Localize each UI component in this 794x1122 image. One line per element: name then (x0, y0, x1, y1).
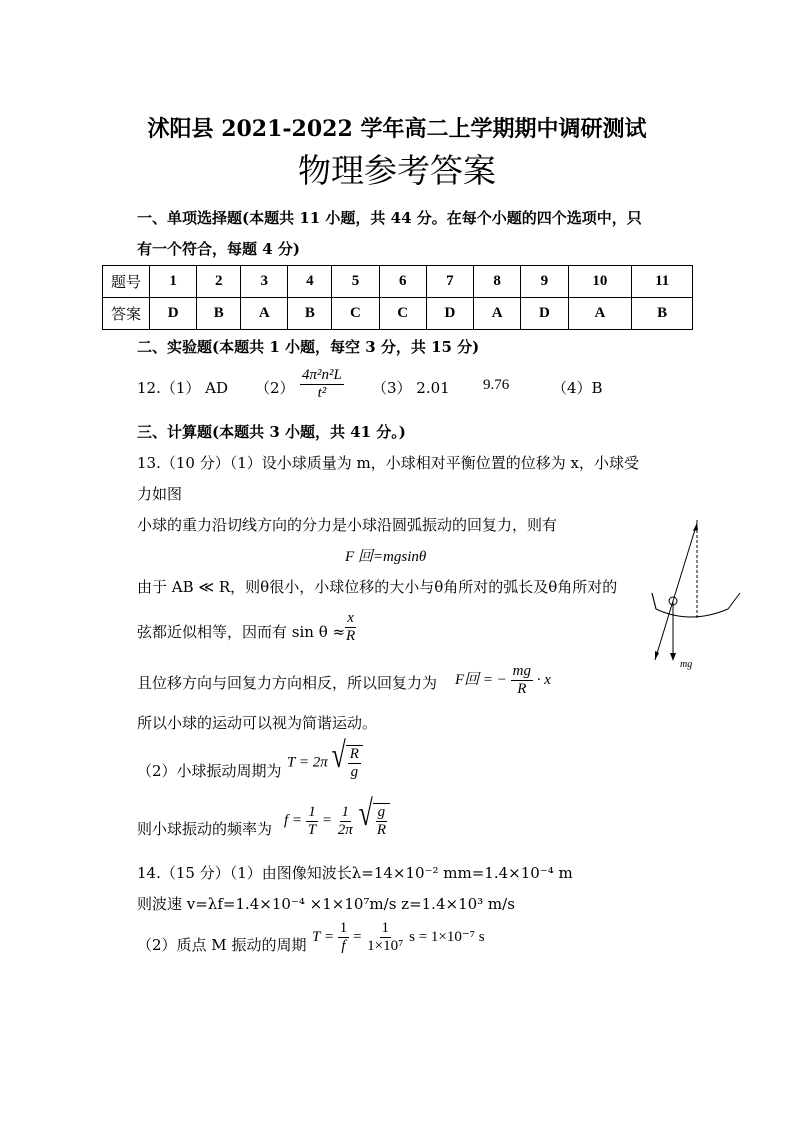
q13-line7: 所以小球的运动可以视为简谐运动。 (137, 714, 378, 732)
q13-sin-approx-fraction (344, 610, 357, 646)
q13-frac-2pi: 2π (337, 821, 353, 838)
question-number: 10 (568, 266, 632, 298)
answer-cell: A (568, 298, 632, 330)
q12-part3: （3） 2.01 (372, 379, 450, 397)
q13-sqrt-R-den: R (376, 822, 386, 839)
q14-frac-one: 1 (338, 920, 350, 938)
row-label-question: 题号 (103, 266, 150, 298)
track-left-edge (652, 593, 656, 609)
question-number: 2 (197, 266, 241, 298)
q13-sqrt-g-num: g (376, 804, 388, 822)
question-number: 9 (521, 266, 568, 298)
arrowhead-icon (655, 651, 659, 660)
force-diagram (640, 515, 750, 675)
answer-cell: B (632, 298, 693, 330)
circular-track (652, 593, 740, 617)
q13-T-expression: T = 2π (287, 754, 328, 771)
q13-formula-restoring-force: F 回=mgsinθ (345, 549, 427, 565)
q12-formula (300, 367, 344, 403)
answer-table (102, 265, 693, 330)
sqrt-icon: √ (331, 734, 346, 776)
document-title: 沭阳县 2021-2022 学年高二上学期期中调研测试 (147, 116, 647, 142)
answer-cell: C (332, 298, 379, 330)
question-number: 7 (426, 266, 473, 298)
q13-R-denominator: R (517, 681, 527, 698)
document-subtitle: 物理参考答案 (298, 151, 496, 190)
answer-table-question-row (103, 266, 693, 298)
question-number: 4 (288, 266, 332, 298)
q13-mg-numerator: mg (511, 663, 533, 681)
support-force-arrow (673, 523, 697, 601)
q13-line3: 小球的重力沿切线方向的分力是小球沿圆弧振动的回复力，则有 (137, 516, 558, 534)
q13-sqrt-R: R (348, 746, 361, 764)
question-number: 1 (150, 266, 197, 298)
answer-cell: B (288, 298, 332, 330)
q13-line1: 13.（10 分）（1）设小球质量为 m，小球相对平衡位置的位移为 x，小球受 (137, 454, 639, 472)
q12-part1: 12.（1） AD (137, 379, 229, 397)
q14-T-label: T = (312, 929, 334, 946)
q13-frac-denominator: R (346, 628, 356, 645)
question-number: 8 (474, 266, 521, 298)
q13-line6: 且位移方向与回复力方向相反，所以回复力为 (137, 674, 438, 692)
q13-line4: 由于 AB ≪ R，则θ很小，小球位移的大小与θ角所对的弧长及θ角所对的 (137, 578, 618, 596)
q13-frac-T: T (307, 821, 317, 838)
answer-cell: D (426, 298, 473, 330)
q12-formula-numerator: 4π²n²L (300, 367, 344, 385)
section1-heading-line2: 有一个符合，每题 4 分) (137, 240, 300, 258)
q13-line2: 力如图 (137, 485, 183, 503)
q13-frequency-text: 则小球振动的频率为 (137, 820, 273, 838)
q13-frac-one: 1 (306, 804, 318, 822)
q12-value2: 9.76 (483, 377, 510, 393)
answer-cell: A (474, 298, 521, 330)
q13-frequency-formula: f = $\frac{1}{T}$ = $\frac{1}{2\pi}$ √ $\frac{g}{R}$ (284, 803, 390, 840)
row-label-answer: 答案 (103, 298, 150, 330)
answer-table-answer-row (103, 298, 693, 330)
mg-label: mg (680, 659, 693, 670)
section1-heading-line1: 一、单项选择题(本题共 11 小题，共 44 分。在每个小题的四个选项中，只 (137, 209, 642, 227)
q12-part4: （4）B (552, 379, 603, 397)
question-number: 6 (379, 266, 426, 298)
q13-F-label: F回 = − (455, 672, 507, 689)
q14-frac-f: f (341, 938, 346, 955)
q13-restoring-force-expression (455, 663, 551, 699)
q14-line1: 14.（15 分）（1）由图像知波长λ=14×10⁻² mm=1.4×10⁻⁴ m (137, 864, 573, 882)
answer-cell: C (379, 298, 426, 330)
q12-formula-denominator: t² (317, 385, 327, 402)
answer-cell: D (521, 298, 568, 330)
q14-line2: 则波速 v=λf=1.4×10⁻⁴ ×1×10⁷m/s z=1.4×10³ m/s (137, 895, 515, 913)
answer-cell: D (150, 298, 197, 330)
section3-heading: 三、计算题(本题共 3 小题，共 41 分。) (137, 423, 406, 441)
section2-heading: 二、实验题(本题共 1 小题，每空 3 分，共 15 分) (137, 338, 480, 356)
arrowhead-icon (670, 653, 676, 661)
arrowhead-icon (693, 523, 698, 531)
question-number: 11 (632, 266, 693, 298)
q13-frac-one-b: 1 (340, 804, 352, 822)
q13-line5: 弦都近似相等，因而有 sin θ ≈ (137, 623, 346, 641)
q13-times-x: · x (536, 672, 551, 689)
q13-part2-label: （2）小球振动周期为 (137, 762, 282, 780)
q13-f-label: f = (284, 812, 303, 829)
q13-frac-numerator: x (345, 610, 356, 628)
q14-result: s = 1×10⁻⁷ s (409, 929, 485, 946)
q13-period-formula (287, 734, 363, 782)
question-number: 5 (332, 266, 379, 298)
answer-cell: B (197, 298, 241, 330)
q14-part2-label: （2）质点 M 振动的周期 (137, 936, 307, 954)
q14-frac-one-b: 1 (380, 920, 392, 938)
answer-cell: A (241, 298, 288, 330)
q14-period-formula: T = $\frac{1}{f}$ = $\frac{1}{\text{1×10⁷}}$ s = 1×10⁻⁷ s (312, 920, 485, 955)
q13-sqrt-g: g (350, 764, 359, 781)
question-number: 3 (241, 266, 288, 298)
q14-frac-den: 1×10⁷ (367, 938, 404, 955)
q12-part2-label: （2） (255, 379, 295, 397)
sqrt-icon: √ (358, 792, 373, 834)
